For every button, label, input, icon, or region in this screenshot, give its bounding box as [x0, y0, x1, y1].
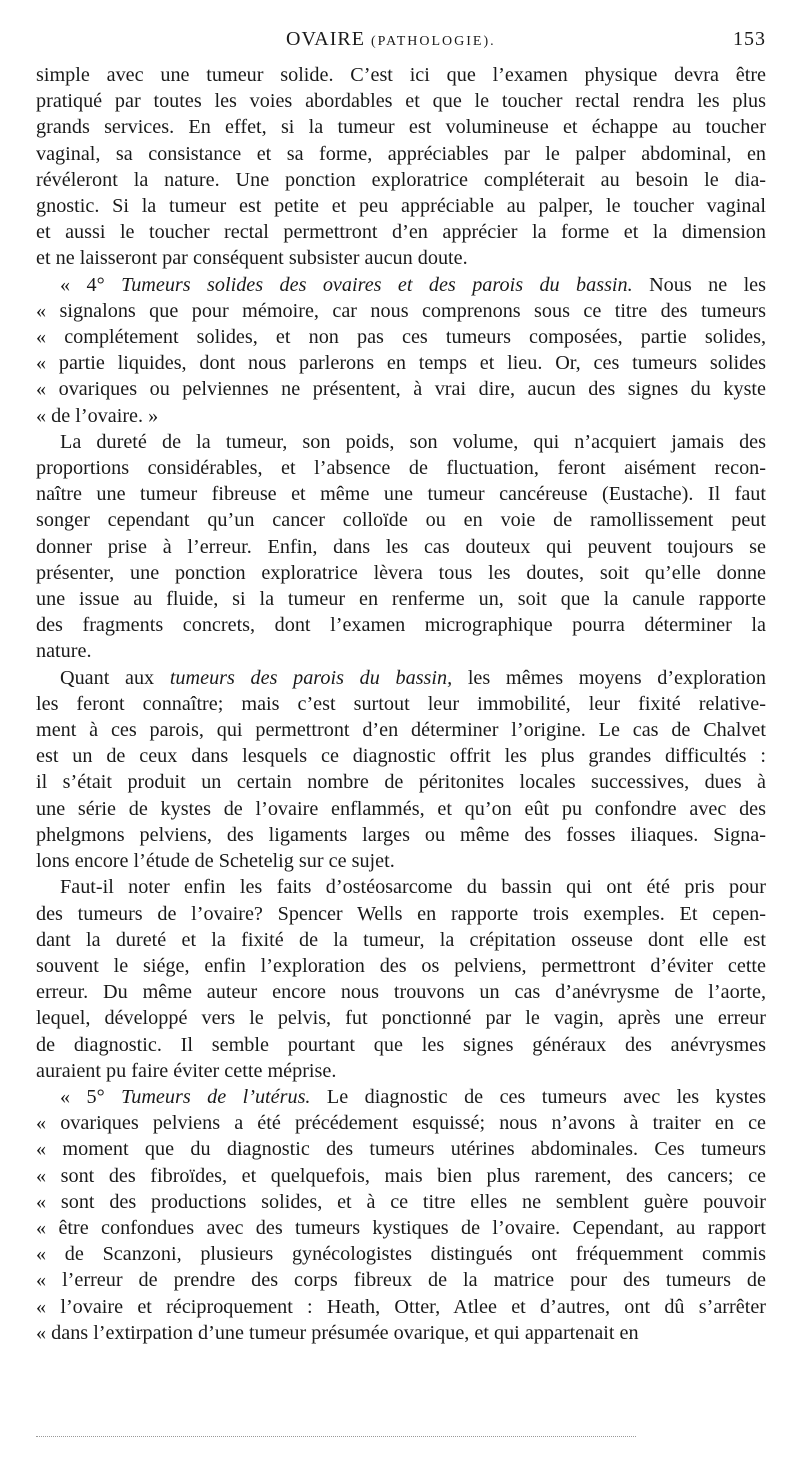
running-title — [286, 28, 496, 51]
paragraph — [36, 272, 766, 429]
text-line: Quant aux tumeurs des parois du bassin, les mêmes moyens d’exploration — [60, 666, 766, 689]
text-line: de diagnostic. Il semble pourtant que les signes généraux des anévrysmes — [36, 1033, 766, 1056]
text-line: « complétement solides, et non pas ces tumeurs composées, partie solides, — [36, 326, 766, 349]
text-line: « être confondues avec des tumeurs kystiques de l’ovaire. Cependant, au rapport — [36, 1216, 766, 1239]
page-number: 153 — [733, 28, 766, 50]
text-line: et ne laisseront par conséquent subsister aucun doute. — [36, 247, 468, 270]
text-line: « 5° Tumeurs de l’utérus. Le diagnostic de ces tumeurs avec les kystes — [60, 1085, 767, 1108]
bottom-rule — [36, 1436, 636, 1437]
text-line: erreur. Du même auteur encore nous trouvons un cas d’anévrysme de l’aorte, — [36, 981, 766, 1004]
text-line: « 4° Tumeurs solides des ovaires et des parois du bassin. Nous ne les — [60, 273, 766, 296]
text-line: auraient pu faire éviter cette méprise. — [36, 1059, 337, 1082]
text-line: « sont des productions solides, et à ce titre elles ne semblent guère pouvoir — [36, 1190, 766, 1213]
text-line: « ovariques pelviens a été précédement esquissé; nous n’avons à traiter en ce — [36, 1112, 766, 1135]
paragraph — [36, 62, 766, 272]
text-line: il s’était produit un certain nombre de péritonites locales successives, dues à — [36, 771, 766, 794]
text-line: Faut-il noter enfin les faits d’ostéosarcome du bassin qui ont été pris pour — [60, 876, 766, 899]
text-line: lons encore l’étude de Schetelig sur ce sujet. — [36, 850, 395, 873]
paragraph — [36, 874, 766, 1084]
text-line: ment à ces parois, qui permettront d’en déterminer l’origine. Le cas de Chalvet — [36, 719, 766, 742]
text-line: « l’erreur de prendre des corps fibreux de la matrice pour des tumeurs de — [36, 1269, 766, 1292]
text-line: « moment que du diagnostic des tumeurs utérines abdominales. Ces tumeurs — [36, 1138, 766, 1161]
text-line: simple avec une tumeur solide. C’est ici que l’examen physique devra être — [36, 64, 766, 86]
text-line: dant la dureté et la fixité de la tumeur, la crépitation osseuse dont elle est — [36, 928, 766, 951]
text-line: proportions considérables, et l’absence de fluctuation, feront aisément recon- — [36, 457, 766, 480]
text-line: « sont des fibroïdes, et quelquefois, mais bien plus rarement, des cancers; ce — [36, 1164, 766, 1187]
text-line: une issue au fluide, si la tumeur en renferme un, soit que la canule rapporte — [36, 588, 766, 611]
text-line: des tumeurs de l’ovaire? Spencer Wells en rapporte trois exemples. Et cepen- — [36, 902, 766, 925]
body-text — [36, 62, 766, 1346]
text-line: « l’ovaire et réciproquement : Heath, Otter, Atlee et d’autres, ont dû s’arrêter — [36, 1295, 766, 1318]
text-line: « de l’ovaire. » — [36, 404, 159, 427]
page — [36, 28, 766, 1346]
text-line: « dans l’extirpation d’une tumeur présumée ovarique, et qui appartenait en — [36, 1321, 639, 1344]
text-line: et aussi le toucher rectal permettront d’en apprécier la forme et la dimension — [36, 221, 766, 244]
text-line: les feront connaître; mais c’est surtout leur immobilité, leur fixité relative- — [36, 692, 766, 715]
running-header — [36, 28, 766, 62]
running-title-sub: (PATHOLOGIE). — [370, 34, 496, 49]
paragraph — [36, 665, 766, 875]
text-line: nature. — [36, 640, 92, 663]
running-title-main: OVAIRE — [286, 28, 365, 50]
paragraph — [36, 429, 766, 665]
text-line: vaginal, sa consistance et sa forme, appréciables par le palper abdominal, en — [36, 142, 766, 165]
text-line: La dureté de la tumeur, son poids, son volume, qui n’acquiert jamais des — [60, 430, 766, 453]
text-line: des fragments concrets, dont l’examen micrographique pourra déterminer la — [36, 614, 766, 637]
text-line: gnostic. Si la tumeur est petite et peu appréciable au palper, le toucher vaginal — [36, 195, 766, 218]
text-line: donner prise à l’erreur. Enfin, dans les cas douteux qui peuvent toujours se — [36, 535, 766, 558]
text-line: « partie liquides, dont nous parlerons en temps et lieu. Or, ces tumeurs solides — [36, 352, 766, 375]
text-line: présenter, une ponction exploratrice lèvera tous les doutes, soit qu’elle donne — [36, 561, 766, 584]
text-line: naître une tumeur fibreuse et même une tumeur cancéreuse (Eustache). Il faut — [36, 483, 766, 506]
text-line: phelgmons pelviens, des ligaments larges ou même des fosses iliaques. Signa- — [36, 823, 766, 846]
text-line: « ovariques ou pelviennes ne présentent, à vrai dire, aucun des signes du kyste — [36, 378, 766, 401]
text-line: songer cependant qu’un cancer colloïde ou en voie de ramollissement peut — [36, 509, 766, 532]
text-line: pratiqué par toutes les voies abordables et que le toucher rectal rendra les plus — [36, 90, 766, 113]
text-line: « signalons que pour mémoire, car nous comprenons sous ce titre des tumeurs — [36, 299, 766, 322]
paragraph — [36, 1084, 766, 1346]
text-line: souvent le siége, enfin l’exploration des os pelviens, permettront d’éviter cette — [36, 954, 766, 977]
text-line: « de Scanzoni, plusieurs gynécologistes distingués ont fréquemment commis — [36, 1243, 766, 1266]
text-line: grands services. En effet, si la tumeur est volumineuse et échappe au toucher — [36, 116, 766, 139]
text-line: lequel, développé vers le pelvis, fut ponctionné par le vagin, après une erreur — [36, 1007, 766, 1030]
text-line: révéleront la nature. Une ponction exploratrice compléterait au besoin le dia- — [36, 168, 766, 191]
text-line: une série de kystes de l’ovaire enflammés, et qu’on eût pu confondre avec des — [36, 797, 766, 820]
text-line: est un de ceux dans lesquels ce diagnostic offrit les plus grandes difficultés : — [36, 745, 766, 768]
